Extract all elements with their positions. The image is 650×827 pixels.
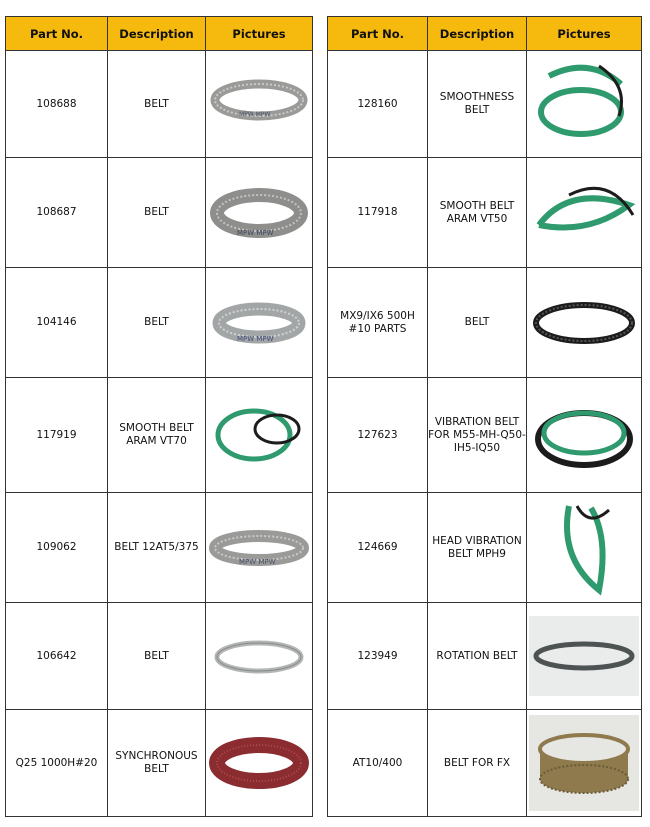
description-cell: SMOOTH BELT ARAM VT50 [428,158,527,268]
picture-cell [206,158,313,268]
picture-cell [206,268,313,378]
svg-text:MPW MPW: MPW MPW [237,334,274,343]
description-cell: BELT [108,51,206,158]
description-cell: BELT FOR FX [428,710,527,817]
table-row [6,268,313,378]
description-cell: BELT [108,268,206,378]
description-cell: BELT [108,158,206,268]
table-row [328,710,642,817]
picture-cell [206,493,313,603]
part-no-cell: 124669 [328,493,428,603]
picture-cell [527,493,642,603]
part-no-cell: 127623 [328,378,428,493]
description-cell: HEAD VIBRATION BELT MPH9 [428,493,527,603]
part-no-cell: 117919 [6,378,108,493]
table-row [6,378,313,493]
picture-cell [527,603,642,710]
description-cell: SYNCHRONOUS BELT [108,710,206,817]
description-cell: SMOOTH BELT ARAM VT70 [108,378,206,493]
part-no-cell: 123949 [328,603,428,710]
description-cell: SMOOTHNESS BELT [428,51,527,158]
picture-cell [527,378,642,493]
table-row [6,493,313,603]
part-no-cell: AT10/400 [328,710,428,817]
header-row [328,17,642,51]
green-coiled-belt-icon [529,56,639,152]
grey-timing-belt-icon [209,275,309,371]
picture-cell [206,710,313,817]
table-row [6,710,313,817]
table-row [328,603,642,710]
picture-cell [527,268,642,378]
table-row [6,603,313,710]
description-cell: BELT [428,268,527,378]
part-no-cell: 108688 [6,51,108,158]
description-cell: BELT [108,603,206,710]
picture-cell [527,710,642,817]
table-row [328,493,642,603]
table-row [6,158,313,268]
header-row [6,17,313,51]
table-row [328,268,642,378]
description-cell: BELT 12AT5/375 [108,493,206,603]
part-no-cell: Q25 1000H#20 [6,710,108,817]
table-row [328,378,642,493]
part-no-cell: 128160 [328,51,428,158]
green-smooth-belt-icon [209,385,309,485]
header-description: Description [428,17,527,51]
header-pictures: Pictures [206,17,313,51]
red-synchronous-belt-icon [209,716,309,810]
header-part-no: Part No. [6,17,108,51]
thin-dark-belt-icon [529,616,639,696]
picture-cell [527,158,642,268]
table-row [328,158,642,268]
parts-table-left [5,16,313,817]
description-cell: VIBRATION BELT FOR M55-MH-Q50-IH5-IQ50 [428,378,527,493]
grey-timing-belt-icon [209,500,309,596]
black-green-belt-icon [529,385,639,485]
description-cell: ROTATION BELT [428,603,527,710]
svg-text:MPW MPW: MPW MPW [239,111,271,118]
thin-grey-belt-icon [209,611,309,701]
part-no-cell: 106642 [6,603,108,710]
parts-table-right [327,16,642,817]
black-toothed-belt-icon [529,275,639,371]
bronze-wide-belt-icon [529,715,639,811]
svg-text:MPW MPW: MPW MPW [237,228,274,237]
part-no-cell: 117918 [328,158,428,268]
picture-cell [206,51,313,158]
header-part-no: Part No. [328,17,428,51]
picture-cell [206,378,313,493]
picture-cell [206,603,313,710]
header-pictures: Pictures [527,17,642,51]
grey-timing-belt-icon [209,165,309,261]
grey-timing-belt-icon [209,60,309,148]
part-no-cell: MX9/IX6 500H #10 PARTS [328,268,428,378]
table-row [6,51,313,158]
svg-text:MPW MPW: MPW MPW [239,557,276,566]
part-no-cell: 108687 [6,158,108,268]
header-description: Description [108,17,206,51]
table-row [328,51,642,158]
picture-cell [527,51,642,158]
part-no-cell: 109062 [6,493,108,603]
part-no-cell: 104146 [6,268,108,378]
green-long-belt-icon [529,498,639,598]
green-smooth-belt-icon [529,165,639,261]
